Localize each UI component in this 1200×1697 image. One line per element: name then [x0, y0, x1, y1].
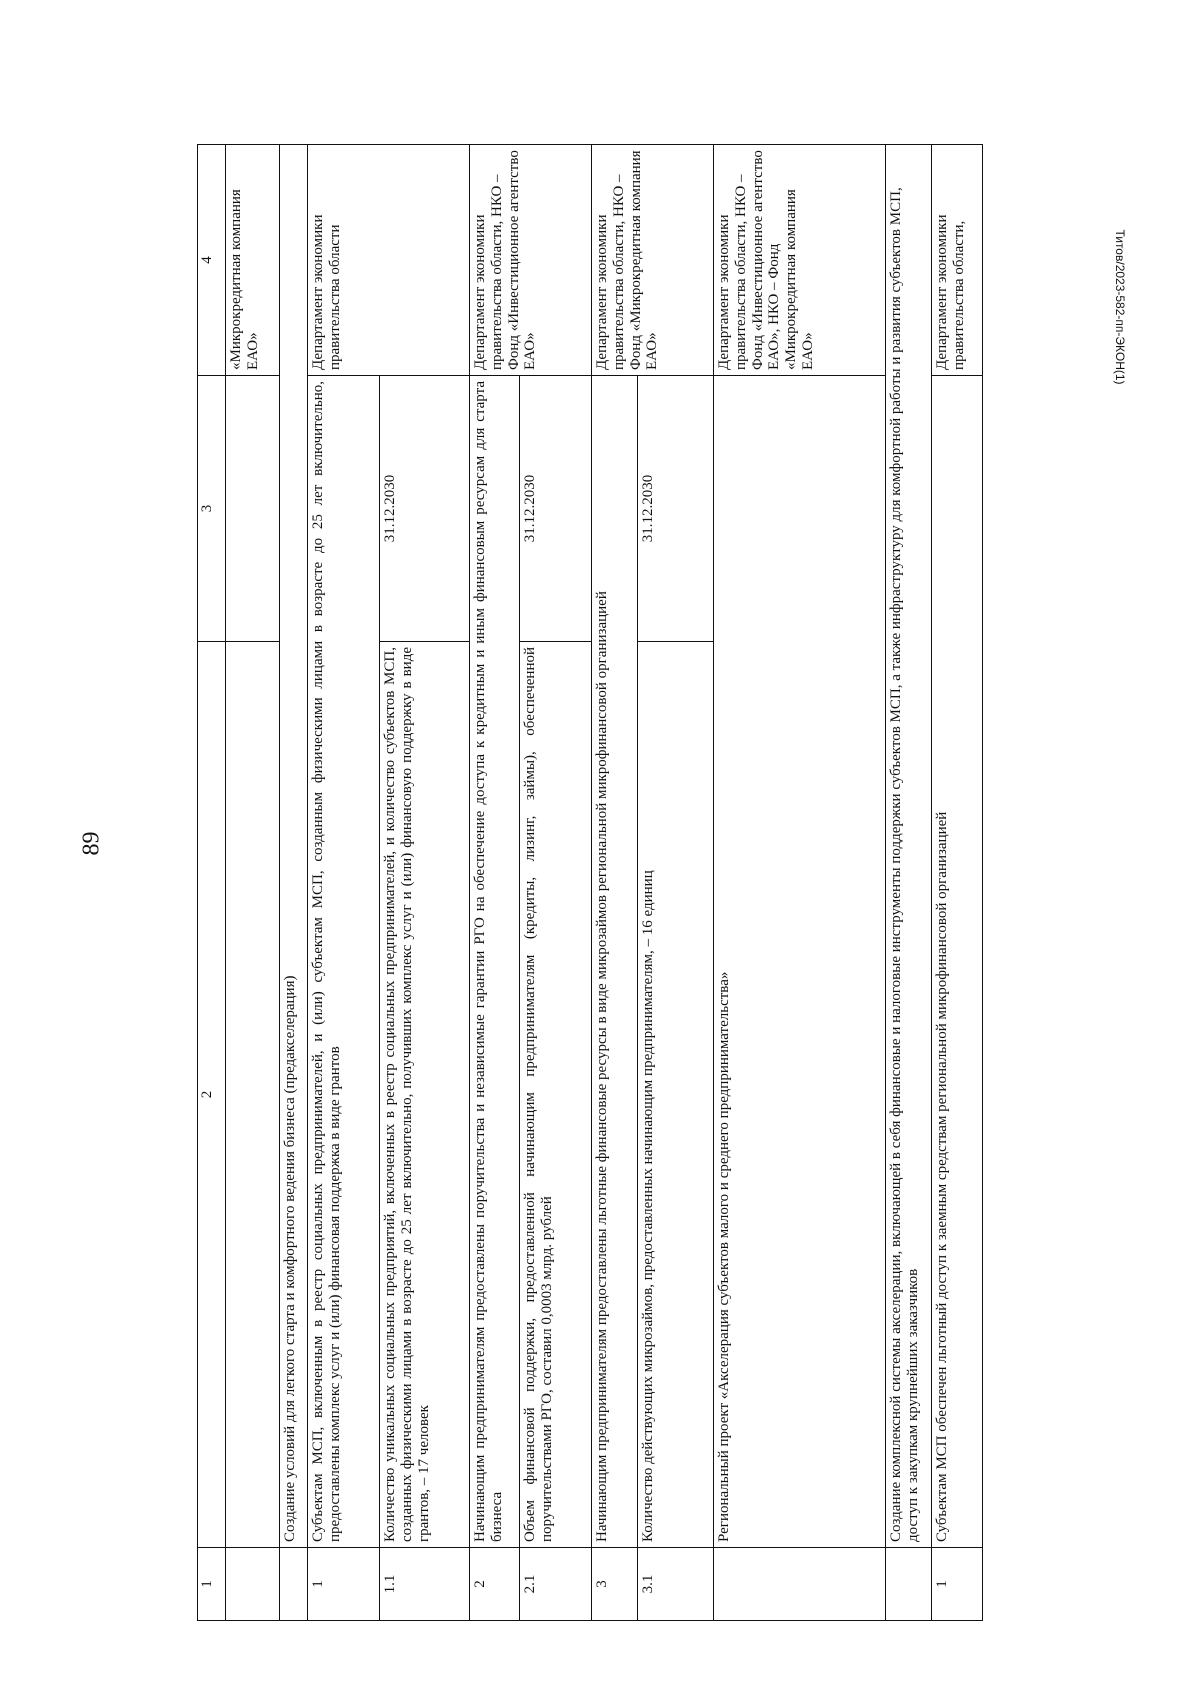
row-text: Объем финансовой поддержки, предоставленной начинающим предпринимателям (кредиты, лизинг, займы), обеспеченной поручительствами РГО, составил 0,0003 млрд. рублей: [520, 642, 592, 1548]
row-number: 2: [470, 1548, 520, 1621]
responsible-org: Департамент экономики правительства области, НКО – Фонд «Инвестиционное агентство ЕАО»: [470, 145, 592, 376]
deadline-date: 31.12.2030: [638, 376, 714, 642]
table-row: [932, 145, 983, 1621]
row-number: 1: [308, 1548, 380, 1621]
header-col-1: 1: [198, 1548, 226, 1621]
header-col-2: 2: [198, 642, 226, 1548]
responsible-org: Департамент экономики правительства области, НКО – Фонд «Инвестиционное агентство ЕАО», НКО – Фонд «Микрокредитная компания ЕАО»: [714, 145, 886, 376]
row-number: 2.1: [520, 1548, 592, 1621]
section-title: Создание комплексной системы акселерации, включающей в себя финансовые и налоговые инструменты поддержки субъектов МСП, а также инфраструктуру для комфортной работы и развития субъектов МСП, доступ к закупкам крупнейших заказчиков: [886, 145, 932, 1548]
row-text: Субъектам МСП обеспечен льготный доступ к заемным средствам региональной микрофинансовой организацией: [932, 376, 983, 1548]
row-text: Количество уникальных социальных предприятий, включенных в реестр социальных предпринимателей, и количество субъектов МСП, созданных физическими лицами в возрасте до 25 лет включительно, получивших комплекс услуг и (или) финансовую поддержку в виде грантов, – 17 человек: [380, 642, 470, 1548]
row-number: 1: [932, 1548, 983, 1621]
table-header-row: [198, 145, 226, 1621]
project-row: [714, 145, 886, 1621]
row-text: Начинающим предпринимателям предоставлены льготные финансовые ресурсы в виде микрозаймов региональной микрофинансовой организацией: [592, 376, 638, 1548]
document-code: Титов/2023-582-пп-ЭКОН(1): [1113, 229, 1127, 385]
row-text: Начинающим предпринимателям предоставлены поручительства и независимые гарантии РГО на обеспечение доступа к кредитным и иным финансовым ресурсам для старта бизнеса: [470, 376, 520, 1548]
responsible-org: Департамент экономики правительства области: [308, 145, 470, 376]
row-text: Субъектам МСП, включенным в реестр социальных предпринимателей, и (или) субъектам МСП, созданным физическими лицами в возрасте до 25 лет включительно, предоставлены комплекс услуг и (или) финансовая поддержка в виде грантов: [308, 376, 380, 1548]
measures-table: [197, 144, 983, 1621]
table-row: [308, 145, 380, 1621]
rotated-table-container: [197, 145, 982, 1621]
page-number: 89: [78, 831, 105, 856]
section-title-row: [886, 145, 932, 1621]
project-title: Региональный проект «Акселерация субъектов малого и среднего предпринимательства»: [714, 376, 886, 1548]
row-number: 3.1: [638, 1548, 714, 1621]
row-text: Количество действующих микрозаймов, предоставленных начинающим предпринимателям, – 16 единиц: [638, 642, 714, 1548]
table-row: [592, 145, 638, 1621]
section-title: Создание условий для легкого старта и комфортного ведения бизнеса (предакселерация): [280, 145, 308, 1548]
header-col-4: 4: [198, 145, 226, 376]
deadline-date: 31.12.2030: [520, 376, 592, 642]
responsible-org: Департамент экономики правительства области,: [932, 145, 983, 376]
header-col-3: 3: [198, 376, 226, 642]
responsible-org: Департамент экономики правительства области, НКО – Фонд «Микрокредитная компания ЕАО»: [592, 145, 714, 376]
continuation-row: [226, 145, 280, 1621]
row-number: 1.1: [380, 1548, 470, 1621]
row-number: 3: [592, 1548, 638, 1621]
section-title-row: [280, 145, 308, 1621]
table-row: [470, 145, 520, 1621]
continuation-org: «Микрокредитная компания ЕАО»: [226, 145, 280, 376]
deadline-date: 31.12.2030: [380, 376, 470, 642]
